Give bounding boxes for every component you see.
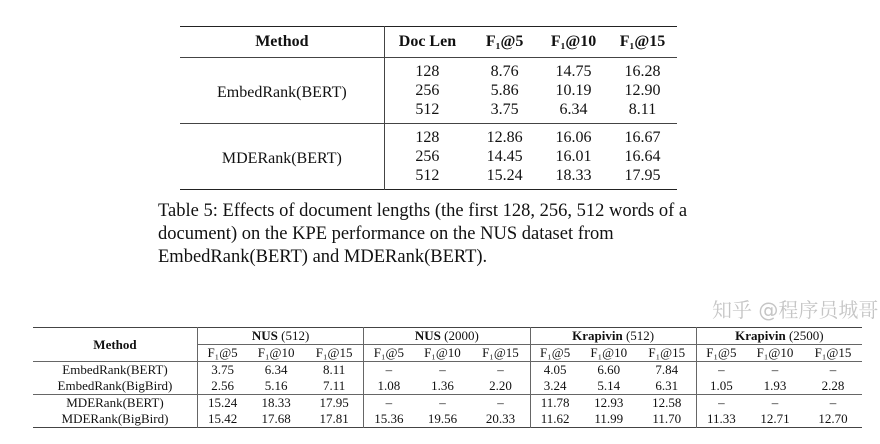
value-cell: 17.95: [624, 167, 661, 184]
value-cell: 7.84: [655, 362, 679, 377]
value-cell: 6.31: [655, 378, 679, 393]
doc-length: (2500): [788, 328, 824, 343]
method-cell: MDERank(BERT): [180, 124, 384, 190]
value-cell: –: [439, 362, 446, 377]
value-cell: 12.93: [580, 395, 638, 412]
value-cell: –: [364, 362, 414, 379]
value-cell: –: [364, 395, 414, 412]
value-cell: 3.75: [490, 101, 519, 118]
column-header: Method: [33, 328, 197, 362]
value-cell: 16.06: [539, 124, 608, 148]
metric-header: F₁@10: [580, 345, 638, 362]
dataset-header: [696, 328, 862, 345]
value-cell: 1.05: [696, 378, 746, 395]
dataset-name: NUS: [414, 328, 441, 343]
value-cell: 6.60: [597, 362, 621, 377]
value-cell: 19.56: [427, 411, 458, 426]
metric-header: F₁@15: [305, 345, 364, 362]
doc-length: (512): [625, 328, 655, 343]
column-header: Doc Len: [384, 27, 470, 58]
table-row: [33, 378, 862, 395]
dataset-name: NUS: [251, 328, 278, 343]
value-cell: 11.62: [530, 411, 580, 428]
method-cell: EmbedRank(BigBird): [57, 378, 173, 393]
value-cell: 17.68: [261, 411, 291, 426]
value-cell: 6.34: [264, 362, 288, 377]
value-cell: 12.90: [624, 82, 661, 99]
value-cell: 8.76: [490, 63, 519, 80]
value-cell: 3.24: [530, 378, 580, 395]
column-header: Method: [180, 27, 384, 58]
column-header: F₁@10: [539, 27, 608, 58]
value-cell: 5.14: [597, 378, 621, 393]
metric-header: F₁@10: [746, 345, 804, 362]
value-cell: 20.33: [485, 411, 516, 426]
value-cell: 16.67: [608, 124, 677, 148]
dataset-header: [364, 328, 530, 345]
metric-header: F₁@15: [638, 345, 697, 362]
dataset-header: [530, 328, 696, 345]
metric-header: F₁@15: [471, 345, 530, 362]
value-cell: 1.36: [431, 378, 454, 393]
watermark: 知乎 @程序员城哥: [712, 298, 879, 322]
metric-header: F₁@10: [414, 345, 472, 362]
value-cell: 18.33: [555, 167, 592, 184]
value-cell: 10.19: [555, 82, 592, 99]
value-cell: 256: [384, 81, 470, 100]
value-cell: 18.33: [247, 395, 305, 412]
metric-header: F₁@5: [364, 345, 414, 362]
metric-header: F₁@15: [804, 345, 862, 362]
table-row: [33, 362, 862, 379]
method-cell: MDERank(BERT): [33, 395, 197, 412]
value-cell: 16.01: [555, 148, 592, 165]
value-cell: 512: [384, 166, 470, 190]
value-cell: 14.75: [555, 63, 592, 80]
table-row: [180, 124, 677, 148]
metric-header: F₁@5: [530, 345, 580, 362]
value-cell: 17.81: [319, 411, 349, 426]
value-cell: –: [771, 362, 779, 377]
value-cell: 16.28: [624, 63, 661, 80]
table-6: [33, 327, 862, 428]
table-row: [180, 58, 677, 82]
value-cell: –: [471, 395, 530, 412]
dataset-header: [197, 328, 363, 345]
value-cell: 15.24: [197, 395, 247, 412]
value-cell: 11.78: [530, 395, 580, 412]
value-cell: 2.20: [489, 378, 512, 393]
value-cell: 14.45: [486, 148, 523, 165]
doc-length: (512): [281, 328, 310, 343]
value-cell: 7.11: [323, 378, 346, 393]
value-cell: 12.71: [760, 411, 790, 426]
dataset-name: Krapivin: [735, 328, 786, 343]
method-cell: EmbedRank(BERT): [217, 84, 347, 101]
value-cell: 5.86: [490, 82, 519, 99]
dataset-name: Krapivin: [572, 328, 623, 343]
metric-header: F₁@10: [247, 345, 305, 362]
column-header: F₁@15: [608, 27, 677, 58]
method-cell: MDERank(BigBird): [61, 411, 169, 426]
value-cell: 17.95: [305, 395, 364, 412]
value-cell: 11.33: [696, 411, 746, 428]
value-cell: 15.42: [197, 411, 247, 428]
value-cell: –: [696, 395, 746, 412]
value-cell: –: [746, 395, 804, 412]
doc-length: (2000): [444, 328, 479, 343]
value-cell: –: [497, 362, 504, 377]
value-cell: 4.05: [530, 362, 580, 379]
table-row: [33, 411, 862, 428]
column-header: F₁@5: [470, 27, 539, 58]
value-cell: 256: [384, 147, 470, 166]
value-cell: –: [414, 395, 472, 412]
table-5-caption: Table 5: Effects of document lengths (the first 128, 256, 512 words of a document) on the KPE performance on the NUS dataset from EmbedRank(BERT) and MDERank(BERT).: [158, 201, 688, 267]
value-cell: 2.56: [197, 378, 247, 395]
value-cell: 128: [384, 124, 470, 148]
value-cell: 16.64: [624, 148, 661, 165]
value-cell: 11.99: [594, 411, 624, 426]
value-cell: –: [829, 362, 837, 377]
value-cell: 512: [384, 100, 470, 124]
metric-header: F₁@5: [696, 345, 746, 362]
value-cell: –: [804, 395, 862, 412]
value-cell: 6.34: [559, 101, 588, 118]
value-cell: 1.08: [364, 378, 414, 395]
value-cell: 11.70: [652, 411, 682, 426]
value-cell: 8.11: [628, 101, 657, 118]
value-cell: 15.36: [364, 411, 414, 428]
value-cell: 5.16: [264, 378, 288, 393]
table-5: [180, 26, 677, 190]
value-cell: 8.11: [323, 362, 346, 377]
value-cell: 12.70: [818, 411, 848, 426]
value-cell: 15.24: [486, 167, 523, 184]
method-cell: EmbedRank(BERT): [62, 362, 168, 377]
value-cell: 2.28: [821, 378, 845, 393]
value-cell: 128: [384, 58, 470, 82]
value-cell: 3.75: [197, 362, 247, 379]
value-cell: 12.86: [470, 124, 539, 148]
value-cell: –: [696, 362, 746, 379]
value-cell: 1.93: [763, 378, 787, 393]
metric-header: F₁@5: [197, 345, 247, 362]
value-cell: 12.58: [638, 395, 697, 412]
table-row: [33, 395, 862, 412]
